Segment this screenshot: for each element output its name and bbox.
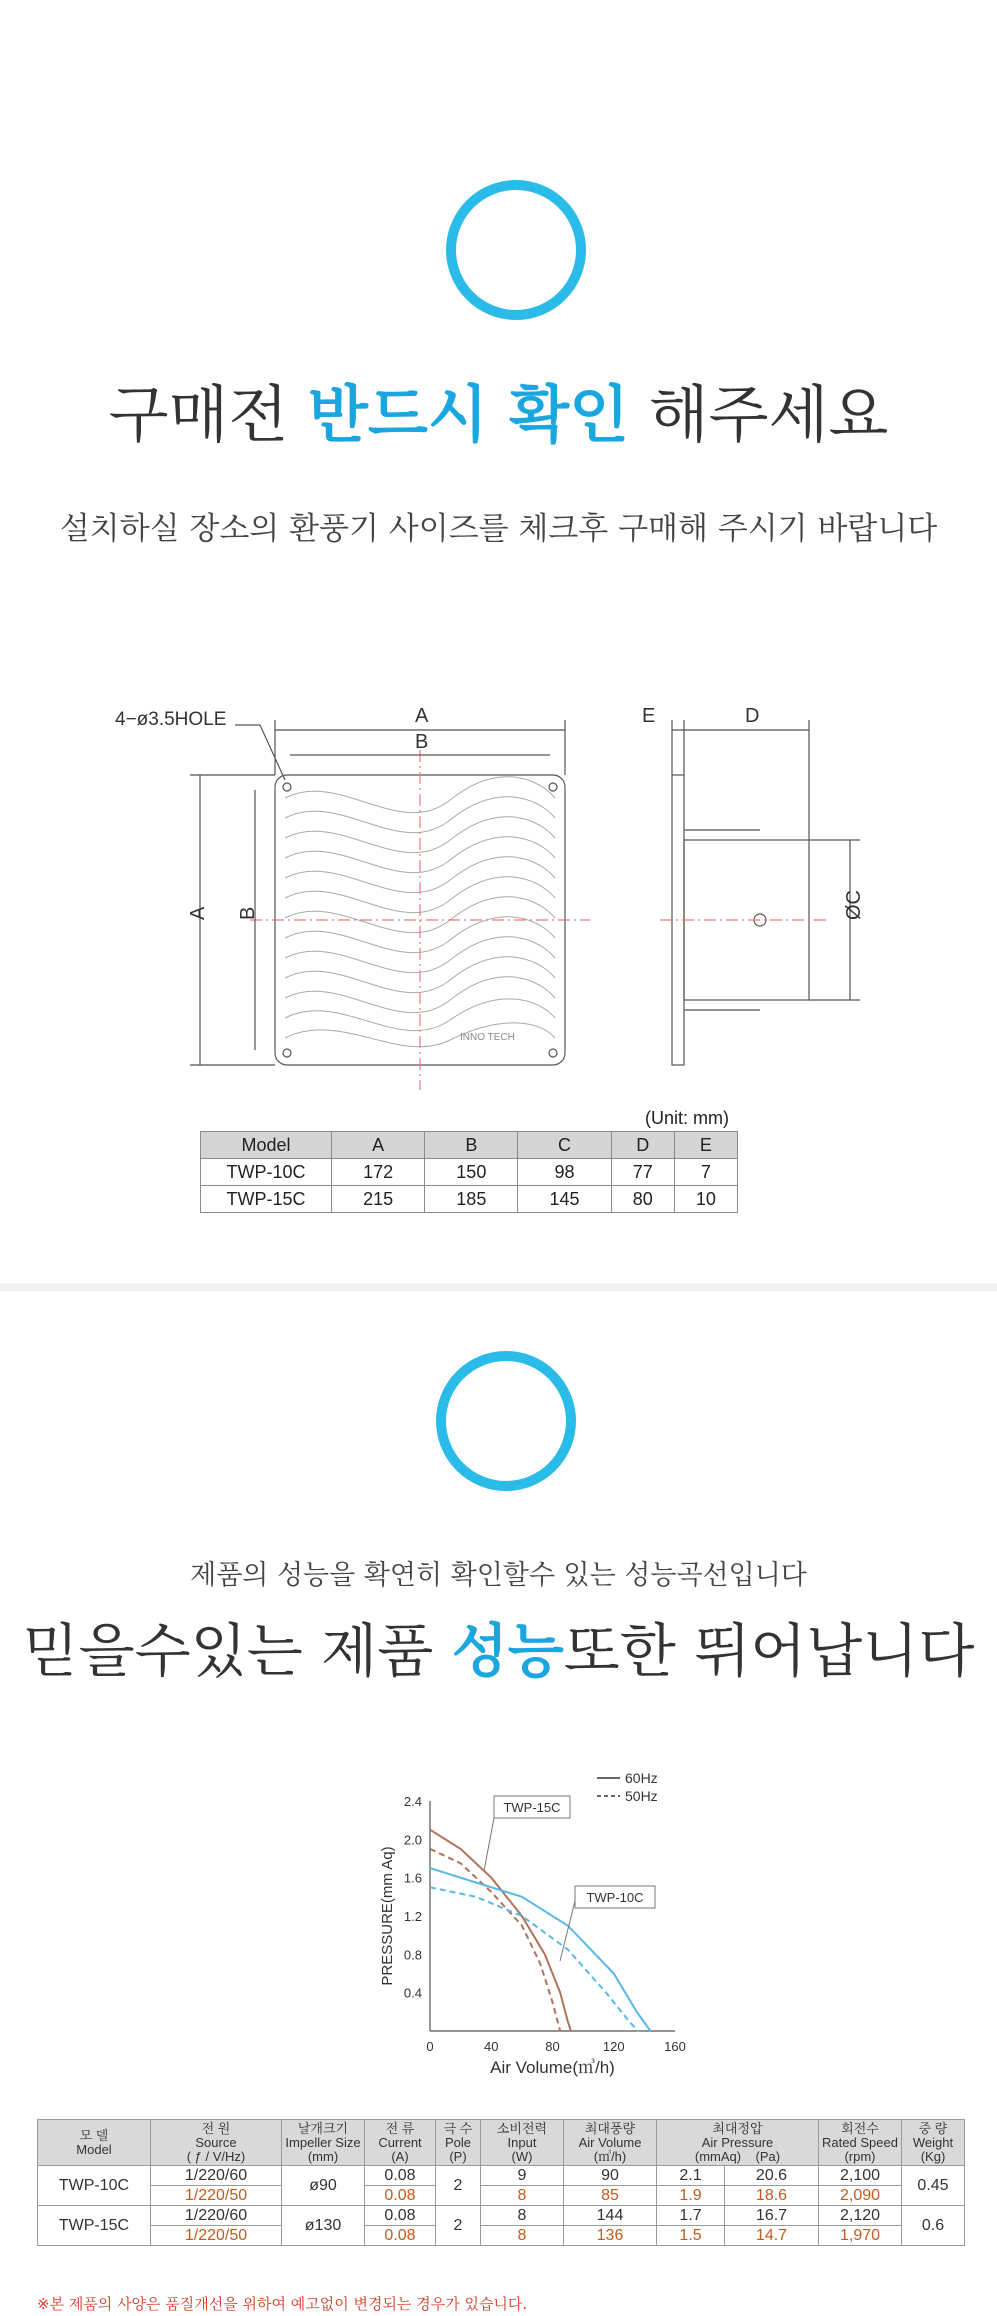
spec-table-header: 모 델 Model 전 원 Source ( ƒ / V/Hz) 날개크기 Impeller Size (mm) 전 류 Current (A) 극 수 Pole (P) 소비전력 Input (W) 최대풍량 Air Volume (㎥/h) 최대정압 Air Pressure (mmAq) (Pa) 회전수 Rated Speed (rpm) 중 량 Weight (Kg) (38, 2120, 965, 2166)
size-check-subtitle: 설치하실 장소의 환풍기 사이즈를 체크후 구매해 주시기 바랍니다 (59, 511, 938, 547)
dimension-table (200, 1131, 738, 1213)
circle-ring-icon (436, 1351, 576, 1491)
dimension-table-header: Model A B C D E (201, 1132, 738, 1159)
callout-label: TWP-10C (586, 1890, 644, 1905)
hole-label: 4−ø3.5HOLE (115, 709, 227, 730)
table-row: 1/220/50 0.08 8 85 1.9 18.6 2,090 (38, 2186, 965, 2206)
y-tick-label: 2.4 (403, 1794, 422, 1809)
dimension-drawing (0, 680, 997, 1100)
y-tick-label: 0.4 (403, 1985, 422, 2001)
spec-table (37, 2119, 965, 2246)
y-tick-label: 1.6 (403, 1870, 422, 1886)
x-tick-label: 80 (545, 2039, 560, 2054)
x-tick-label: 0 (426, 2039, 434, 2054)
performance-curve-chart (0, 1761, 997, 2091)
y-tick-label: 1.2 (403, 1909, 422, 1924)
table-row: 1/220/50 0.08 8 136 1.5 14.7 1,970 (38, 2226, 965, 2246)
x-tick-label: 40 (484, 2039, 499, 2054)
x-tick-label: 160 (664, 2039, 686, 2054)
y-tick-label: 0.8 (403, 1947, 422, 1963)
dim-label-b-side: B (237, 906, 259, 920)
performance-heading: 믿을수있는 제품 성능또한 뛰어납니다 (22, 1617, 975, 1685)
table-row: TWP-10C 172 150 98 77 7 (201, 1159, 738, 1186)
circle-ring-icon (446, 180, 586, 320)
legend-label: 60Hz (625, 1770, 658, 1786)
dim-label-a-top: A (415, 705, 429, 727)
spec-note: ※본 제품의 사양은 품질개선을 위하여 예고없이 변경되는 경우가 있습니다. (37, 2295, 528, 2313)
series-line (430, 1887, 638, 2031)
dim-label-a-side: A (187, 906, 209, 920)
callout-leader (484, 1818, 494, 1871)
dim-label-e: E (642, 705, 656, 727)
x-axis-label: Air Volume(㎥/h) (490, 2058, 615, 2077)
unit-label: (Unit: mm) (645, 1108, 729, 1128)
performance-subtitle: 제품의 성능을 확연히 확인할수 있는 성능곡선입니다 (190, 1560, 807, 1591)
table-row: TWP-10C 1/220/60 ø90 0.08 2 9 90 2.1 20.6 2,100 0.45 (38, 2166, 965, 2186)
section-divider (0, 1283, 997, 1291)
performance-section (0, 1291, 997, 2316)
dim-label-d: D (745, 705, 760, 727)
dim-label-b-top: B (415, 731, 429, 753)
x-tick-label: 120 (602, 2039, 625, 2054)
callout-label: TWP-15C (503, 1800, 561, 1815)
y-axis-label: PRESSURE(mm Aq) (379, 1846, 396, 1986)
dim-label-c: ØC (843, 890, 865, 920)
size-check-heading: 구매전 반드시 확인 해주세요 (108, 378, 889, 451)
y-tick-label: 2.0 (403, 1832, 422, 1848)
series-line (430, 1849, 560, 2031)
legend-label: 50Hz (625, 1788, 658, 1804)
table-row: TWP-15C 1/220/60 ø130 0.08 2 8 144 1.7 16.7 2,120 0.6 (38, 2206, 965, 2226)
side-duct (684, 840, 809, 1000)
table-row: TWP-15C 215 185 145 80 10 (201, 1186, 738, 1213)
brand-mark: INNO TECH (460, 1032, 515, 1043)
